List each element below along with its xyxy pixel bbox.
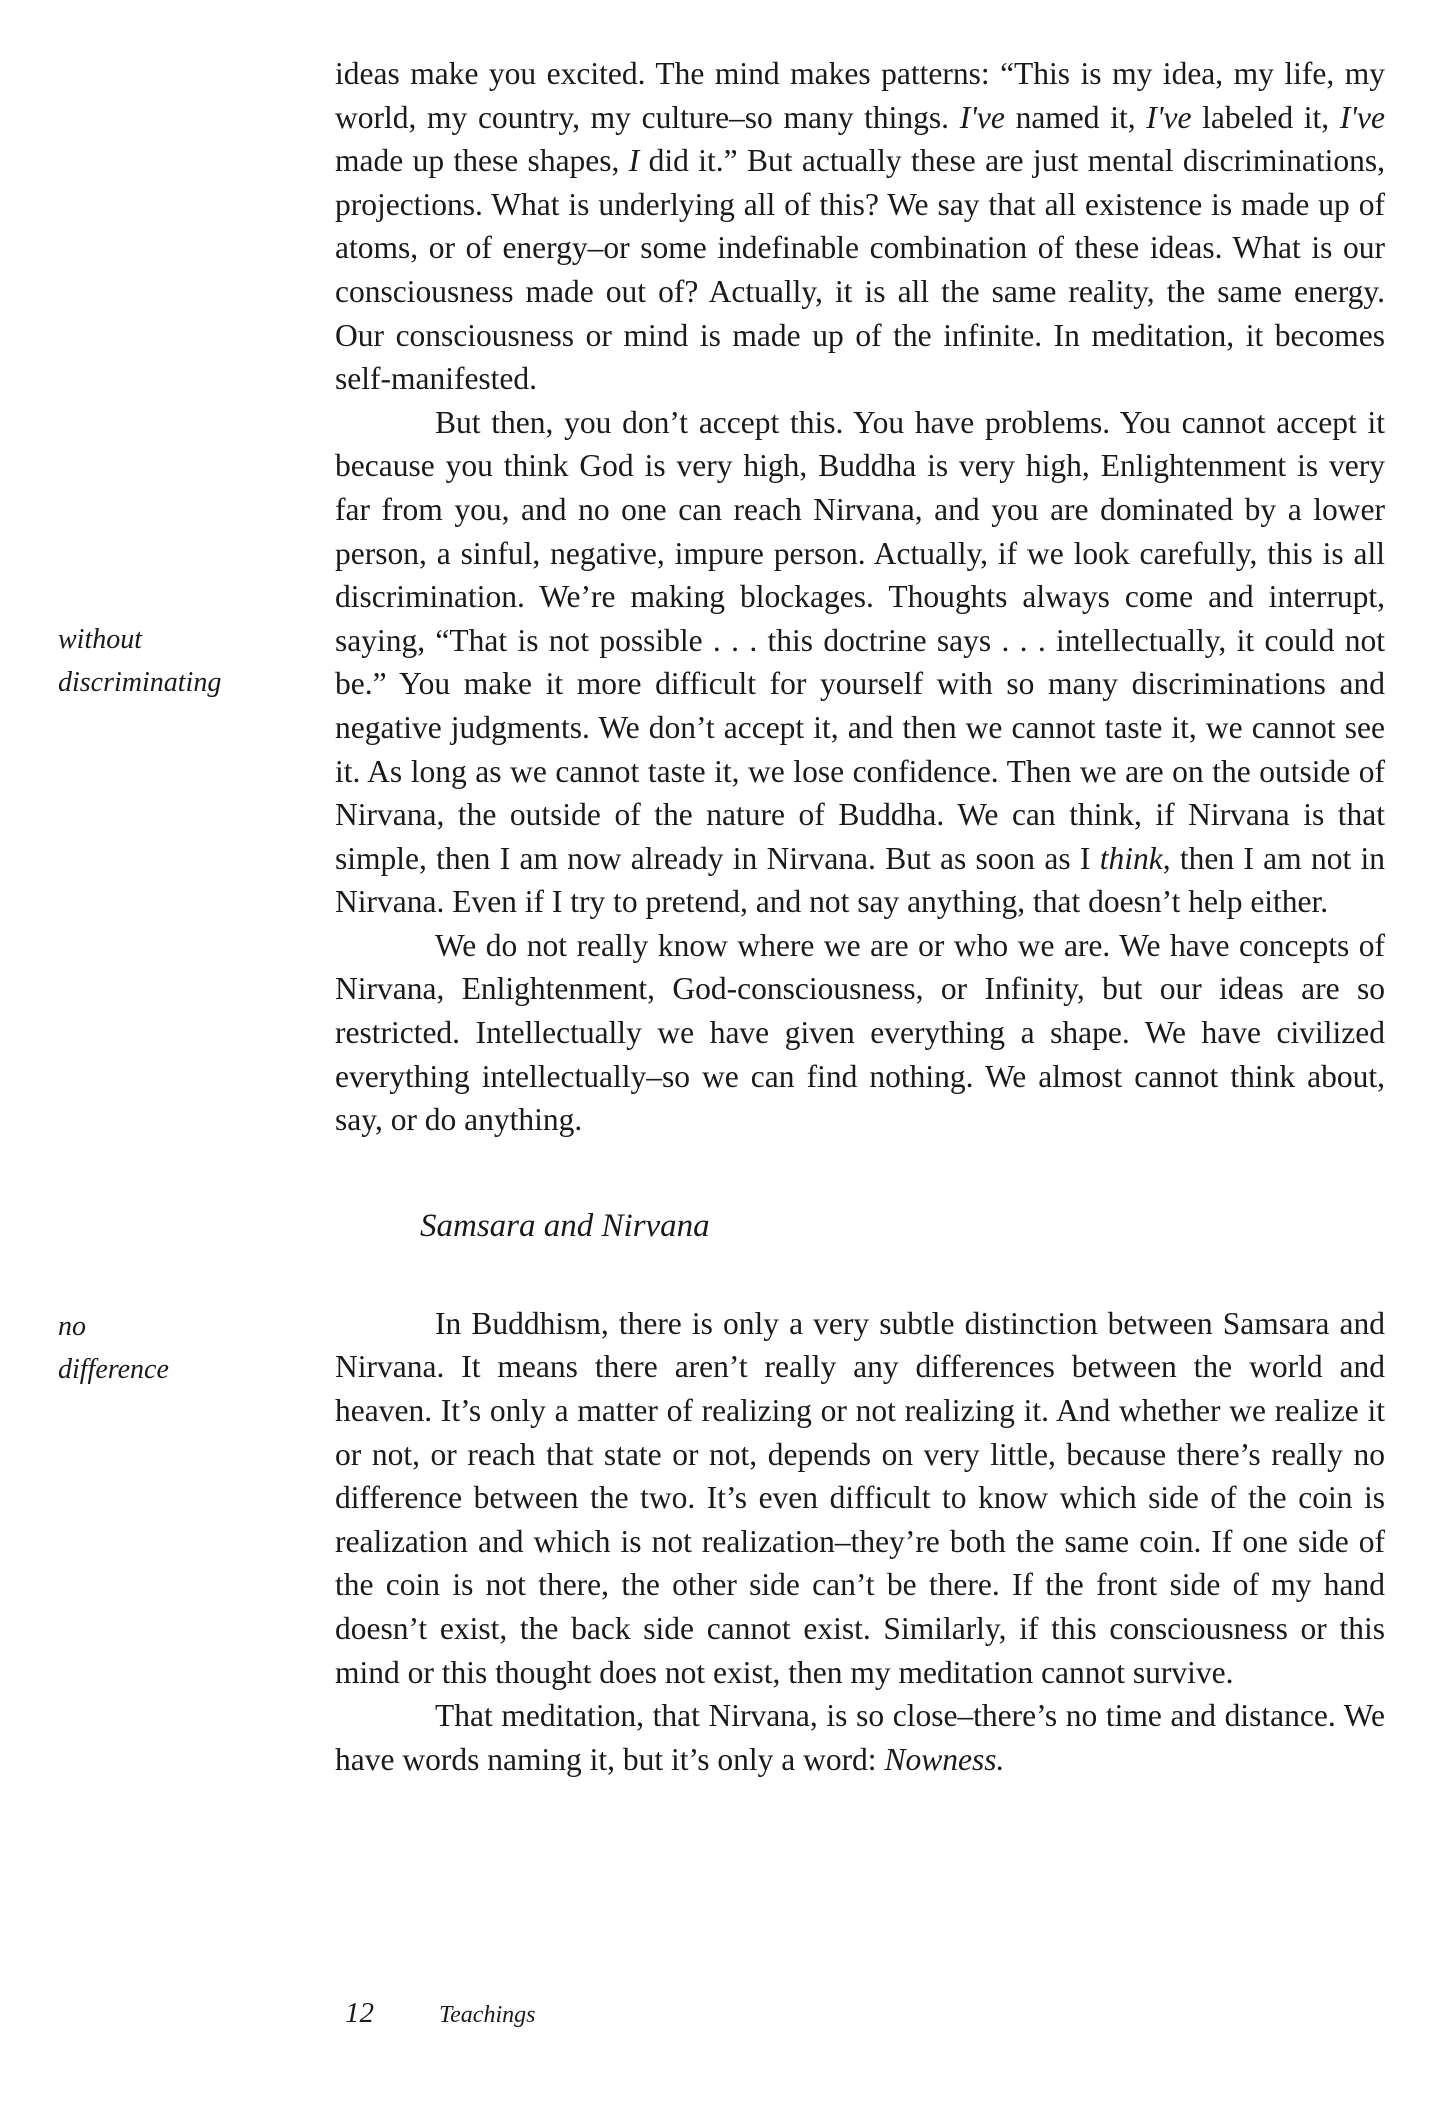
- text-run: That meditation, that Nirvana, is so close–there’s no time and distance. We have words naming it, but it’s only a word:: [335, 1698, 1385, 1777]
- margin-note-line: discriminating: [58, 667, 222, 698]
- emphasis: think: [1099, 840, 1163, 876]
- emphasis: I've: [1339, 99, 1386, 135]
- emphasis: I've: [1146, 99, 1192, 135]
- emphasis: I've: [959, 99, 1005, 135]
- margin-note-line: difference: [58, 1354, 169, 1385]
- main-text-column: [335, 52, 1385, 1781]
- page-number: 12: [345, 1997, 374, 2029]
- text-run: named it,: [1004, 99, 1147, 135]
- section-heading: Samsara and Nirvana: [420, 1207, 710, 1244]
- emphasis: Nowness.: [884, 1741, 1005, 1777]
- margin-note-line: without: [58, 624, 143, 655]
- margin-note-without-discriminating: [58, 618, 308, 704]
- paragraph-1: [335, 52, 1385, 401]
- text-run: But then, you don’t accept this. You have problems. You cannot accept it because you think God is very high, Buddha is very high, Enlightenment is very far from you, and no one can reach Nirvana, and you are dominated by a lower person, a sinful, negative, impure person. Actually, if we look carefully, this is all discrimination. We’re making blockages. Thoughts always come and interrupt, saying, “That is not possible . . . this doctrine says . . . intellectually, it could not be.” You make it more difficult for yourself with so many discriminations and negative judgments. We don’t accept it, and then we cannot taste it, we cannot see it. As long as we cannot taste it, we lose confidence. Then we are on the outside of Nirvana, the outside of the nature of Buddha. We can think, if Nirvana is that simple, then I am now already in Nirvana. But as soon as I: [335, 404, 1385, 876]
- text-run: , then I am not in Nirvana. Even if I try to pretend, and not say anything, that doesn’t help either.: [335, 840, 1386, 920]
- margin-note-no-difference: [58, 1305, 308, 1391]
- margin-note-line: no: [58, 1311, 86, 1342]
- text-run: labeled it,: [1191, 99, 1340, 135]
- text-run: did it.” But actually these are just mental discriminations, projections. What is underlying all of this? We say that all existence is made up of atoms, or of energy–or some indefinable combination of these ideas. What is our consciousness made out of? Actually, it is all the same reality, the same energy. Our consciousness or mind is made up of the infinite. In meditation, it becomes self-manifested.: [335, 143, 1385, 397]
- emphasis: I: [628, 143, 640, 179]
- page-footer: [345, 1993, 535, 2035]
- paragraph-5: [335, 1694, 1385, 1781]
- paragraph-3: We do not really know where we are or who we are. We have concepts of Nirvana, Enlightenment, God-consciousness, or Infinity, but our ideas are so restricted. Intellectually we have given everything a shape. We have civilized everything intellectually–so we can find nothing. We almost cannot think about, say, or do anything.: [335, 927, 1385, 1138]
- paragraph-4: In Buddhism, there is only a very subtle distinction between Samsara and Nirvana. It means there aren’t really any differences between the world and heaven. It’s only a matter of realizing or not realizing it. And whether we realize it or not, or reach that state or not, depends on very little, because there’s really no difference between the two. It’s even difficult to know which side of the coin is realization and which is not realization–they’re both the same coin. If one side of the coin is not there, the other side can’t be there. If the front side of my hand doesn’t exist, the back side cannot exist. Similarly, if this consciousness or this mind or this thought does not exist, then my meditation cannot survive.: [335, 1305, 1385, 1690]
- paragraph-2: [335, 401, 1385, 924]
- text-run: ideas make you excited. The mind makes patterns: “This is my idea, my life, my world, my country, my culture–so many things.: [335, 56, 1385, 135]
- text-run: made up these shapes,: [335, 143, 629, 179]
- running-head: Teachings: [439, 2002, 536, 2028]
